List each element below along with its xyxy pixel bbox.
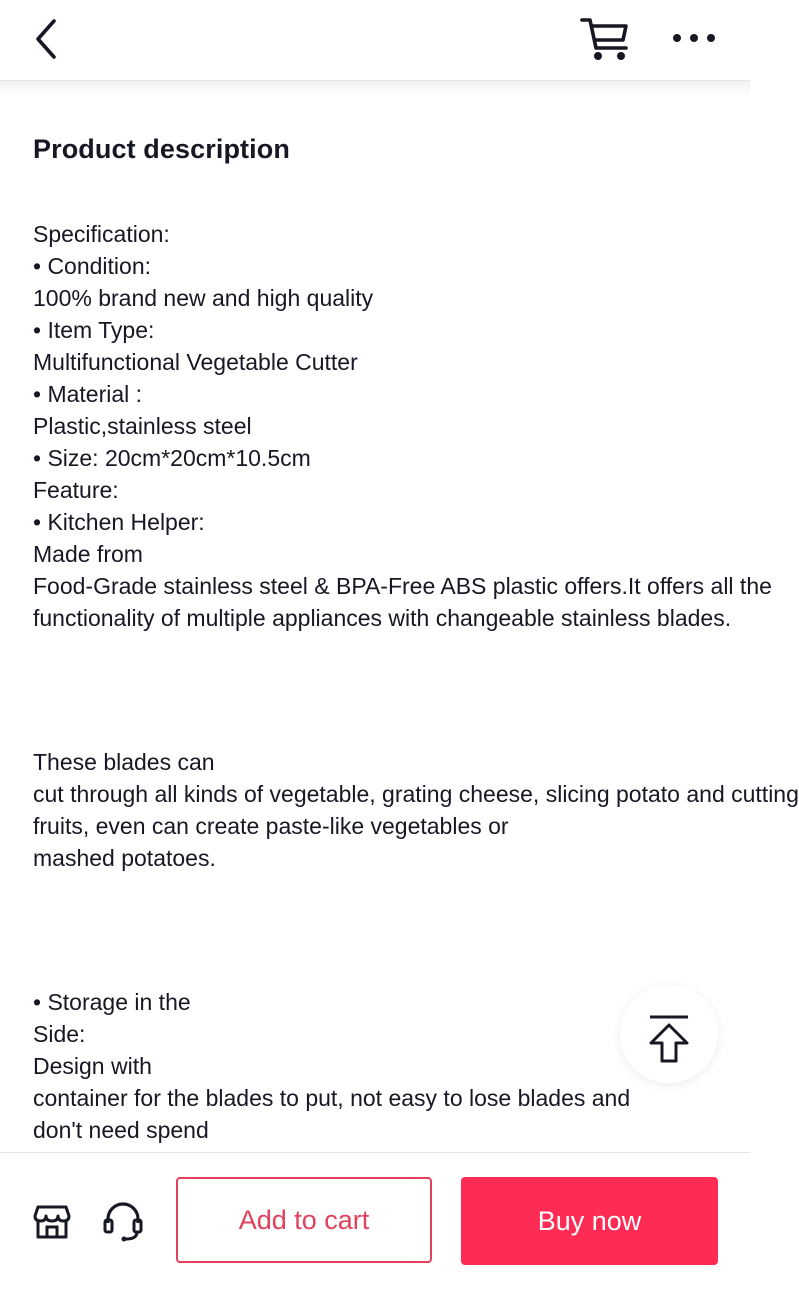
description-line: fruits, even can create paste-like vegetables or <box>33 813 509 839</box>
description-line: container for the blades to put, not easy to lose blades and <box>33 1085 631 1111</box>
header-shadow <box>0 81 750 97</box>
cart-icon <box>578 14 634 64</box>
description-line: Plastic,stainless steel <box>33 413 252 439</box>
description-line: • Item Type: <box>33 317 155 343</box>
description-line: • Storage in the <box>33 989 191 1015</box>
description-line: • Size: 20cm*20cm*10.5cm <box>33 445 311 471</box>
shop-icon <box>32 1201 72 1241</box>
description-line: Food-Grade stainless steel & BPA-Free ABS plastic offers.It offers all the <box>33 573 772 599</box>
description-line: These blades can <box>33 749 215 775</box>
description-line: Made from <box>33 541 143 567</box>
cart-button[interactable] <box>578 14 634 64</box>
more-horizontal-icon <box>668 24 720 52</box>
description-line: 100% brand new and high quality <box>33 285 374 311</box>
description-line: Multifunctional Vegetable Cutter <box>33 349 358 375</box>
blank-line <box>33 698 723 730</box>
scroll-to-top-icon <box>620 985 718 1083</box>
customer-service-button[interactable] <box>102 1199 144 1243</box>
description-line: mashed potatoes. <box>33 845 216 871</box>
more-options-button[interactable] <box>668 24 720 52</box>
description-line: functionality of multiple appliances with changeable stainless blades. <box>33 605 732 631</box>
chevron-left-icon <box>28 16 68 62</box>
shop-button[interactable] <box>32 1201 72 1241</box>
bottom-action-bar <box>0 1152 750 1289</box>
blank-line <box>33 890 723 922</box>
back-button[interactable] <box>28 16 68 62</box>
description-line: • Kitchen Helper: <box>33 509 205 535</box>
description-line: • Condition: <box>33 253 152 279</box>
description-line: Feature: <box>33 477 119 503</box>
add-to-cart-button[interactable]: Add to cart <box>176 1177 432 1263</box>
description-line: cut through all kinds of vegetable, grating cheese, slicing potato and cutting <box>33 781 799 807</box>
scroll-to-top-button[interactable] <box>620 985 718 1083</box>
blank-line <box>33 938 723 970</box>
description-line: • Material : <box>33 381 143 407</box>
section-title: Product description <box>33 134 290 164</box>
top-bar <box>0 0 750 81</box>
headset-icon <box>102 1199 144 1243</box>
description-line: Side: <box>33 1021 86 1047</box>
description-line: don't need spend <box>33 1117 209 1143</box>
description-line: Specification: <box>33 221 170 247</box>
blank-line <box>33 650 723 682</box>
description-line: Design with <box>33 1053 152 1079</box>
buy-now-button[interactable]: Buy now <box>461 1177 718 1265</box>
